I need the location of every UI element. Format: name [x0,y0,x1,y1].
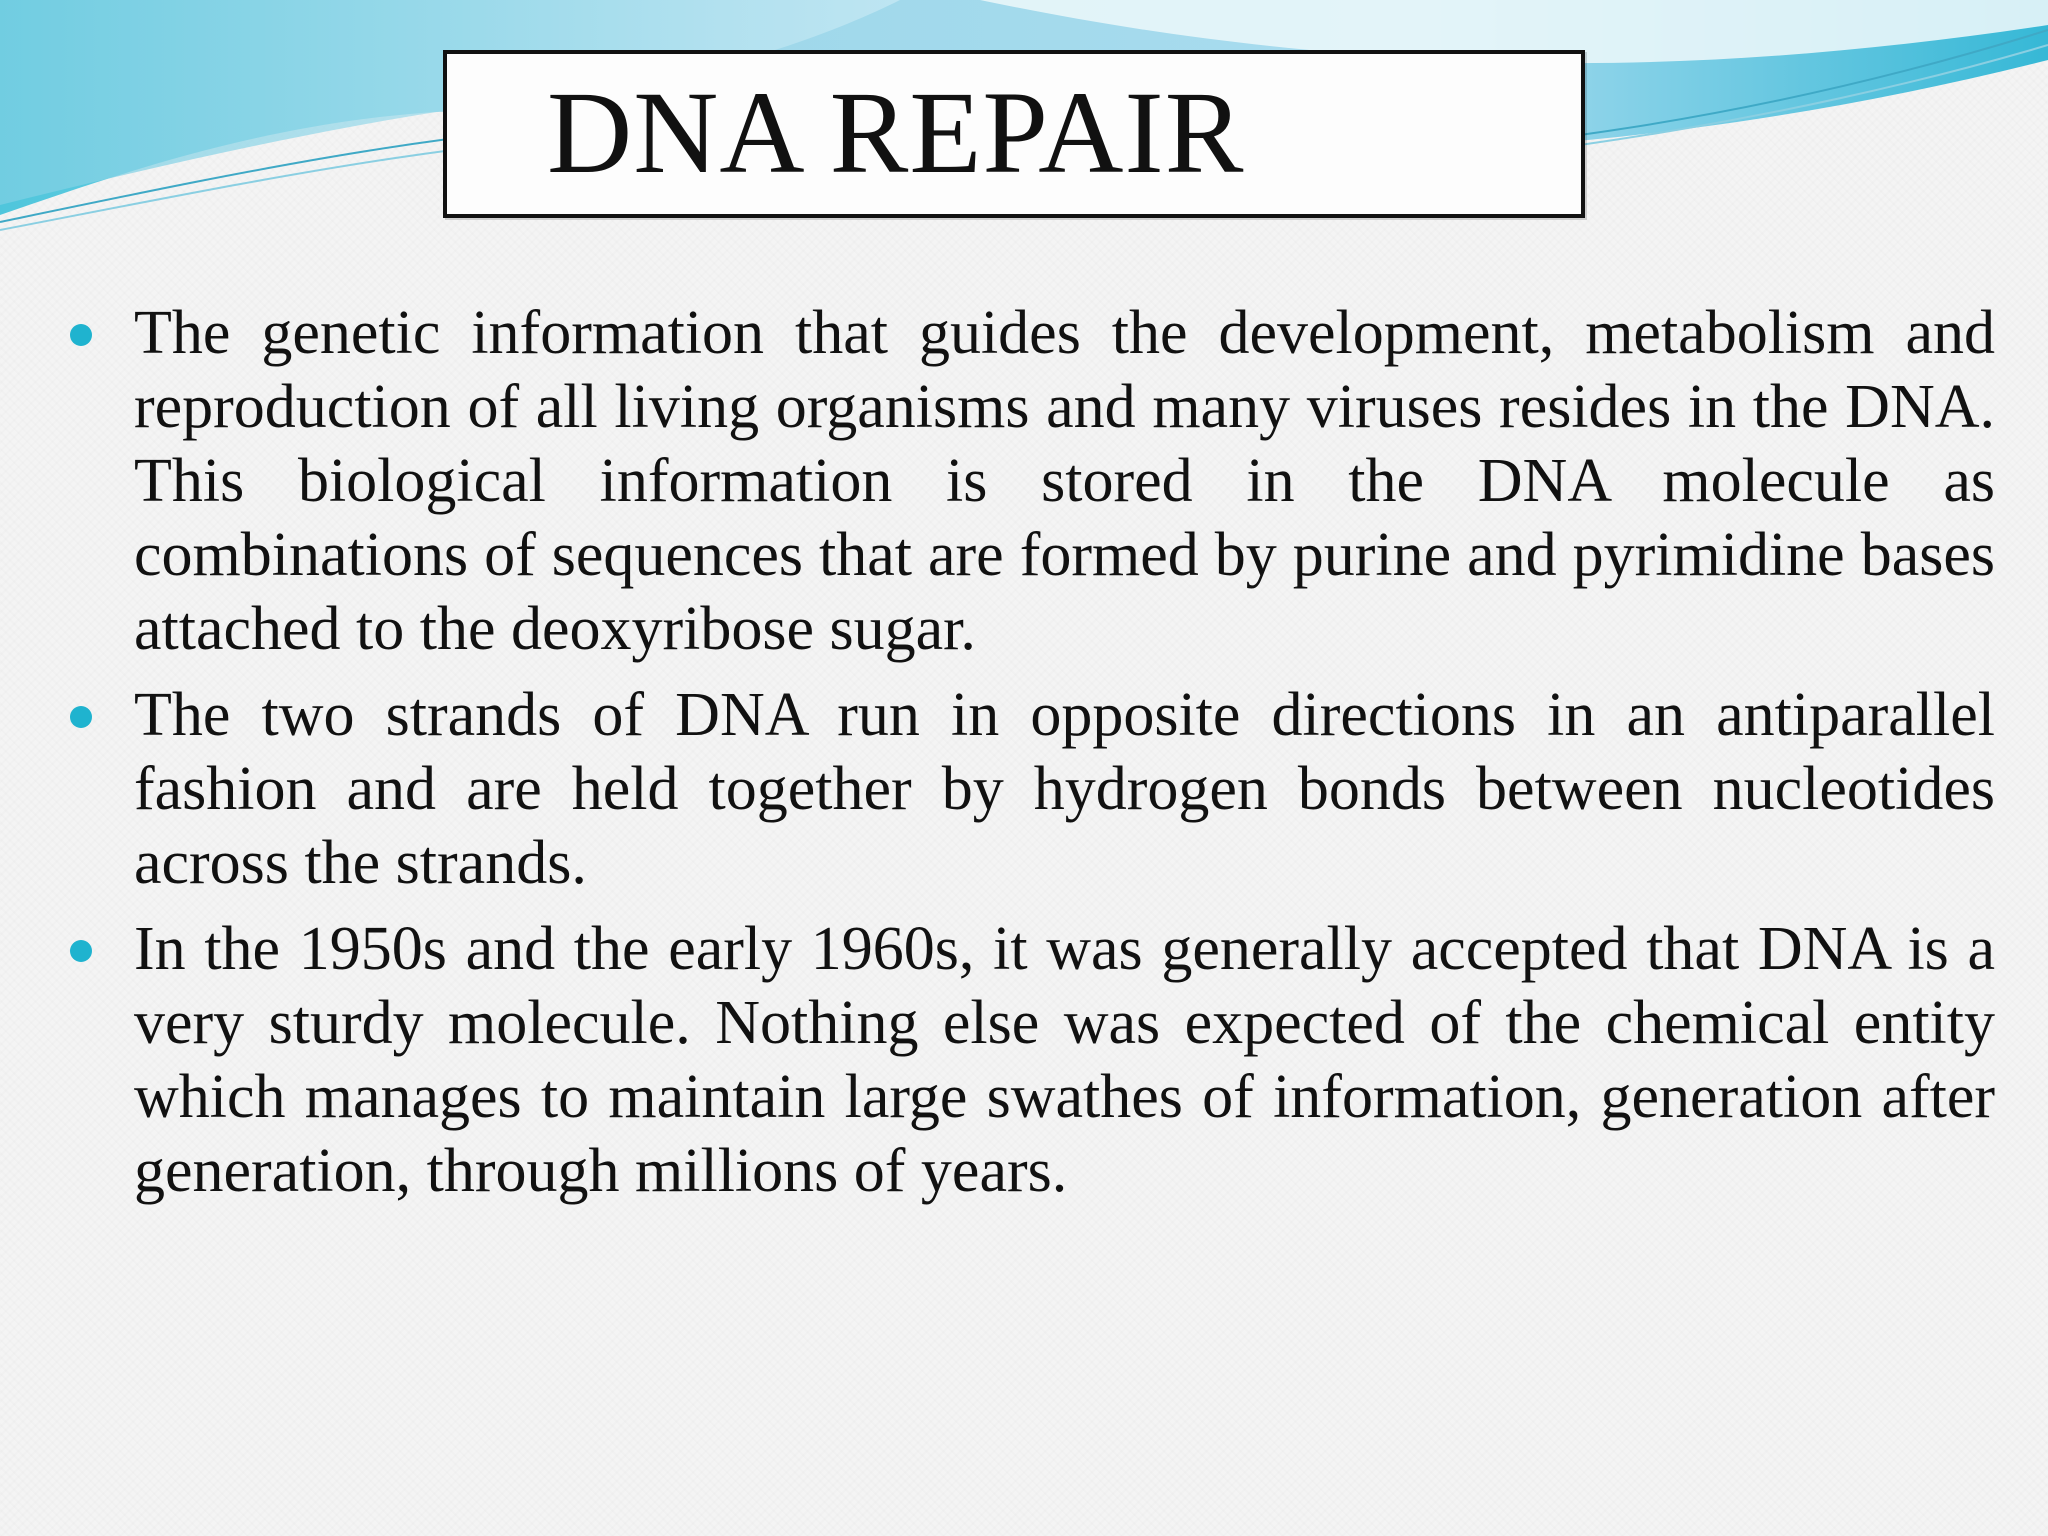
bullet-item [70,912,1995,1208]
bullet-dot-icon [70,706,92,728]
title-box [443,50,1585,218]
bullet-item [70,678,1995,900]
bullet-text: In the 1950s and the early 1960s, it was generally accepted that DNA is a very sturdy molecule. Nothing else was expected of the chemical entity which manages to maintain large swathes of information, generation after generation, through millions of years. [134,915,1995,1205]
slide-title: DNA REPAIR [547,67,1245,198]
bullet-list [70,296,1995,1220]
bullet-text: The genetic information that guides the development, metabolism and reproduction of all living organisms and many viruses resides in the DNA. This biological information is stored in the DNA molecule as combinations of sequences that are formed by purine and pyrimidine bases attached to the deoxyribose sugar. [134,299,1995,663]
bullet-dot-icon [70,324,92,346]
bullet-text: The two strands of DNA run in opposite directions in an antiparallel fashion and are held together by hydrogen bonds between nucleotides across the strands. [134,681,1995,897]
bullet-item [70,296,1995,666]
bullet-dot-icon [70,940,92,962]
